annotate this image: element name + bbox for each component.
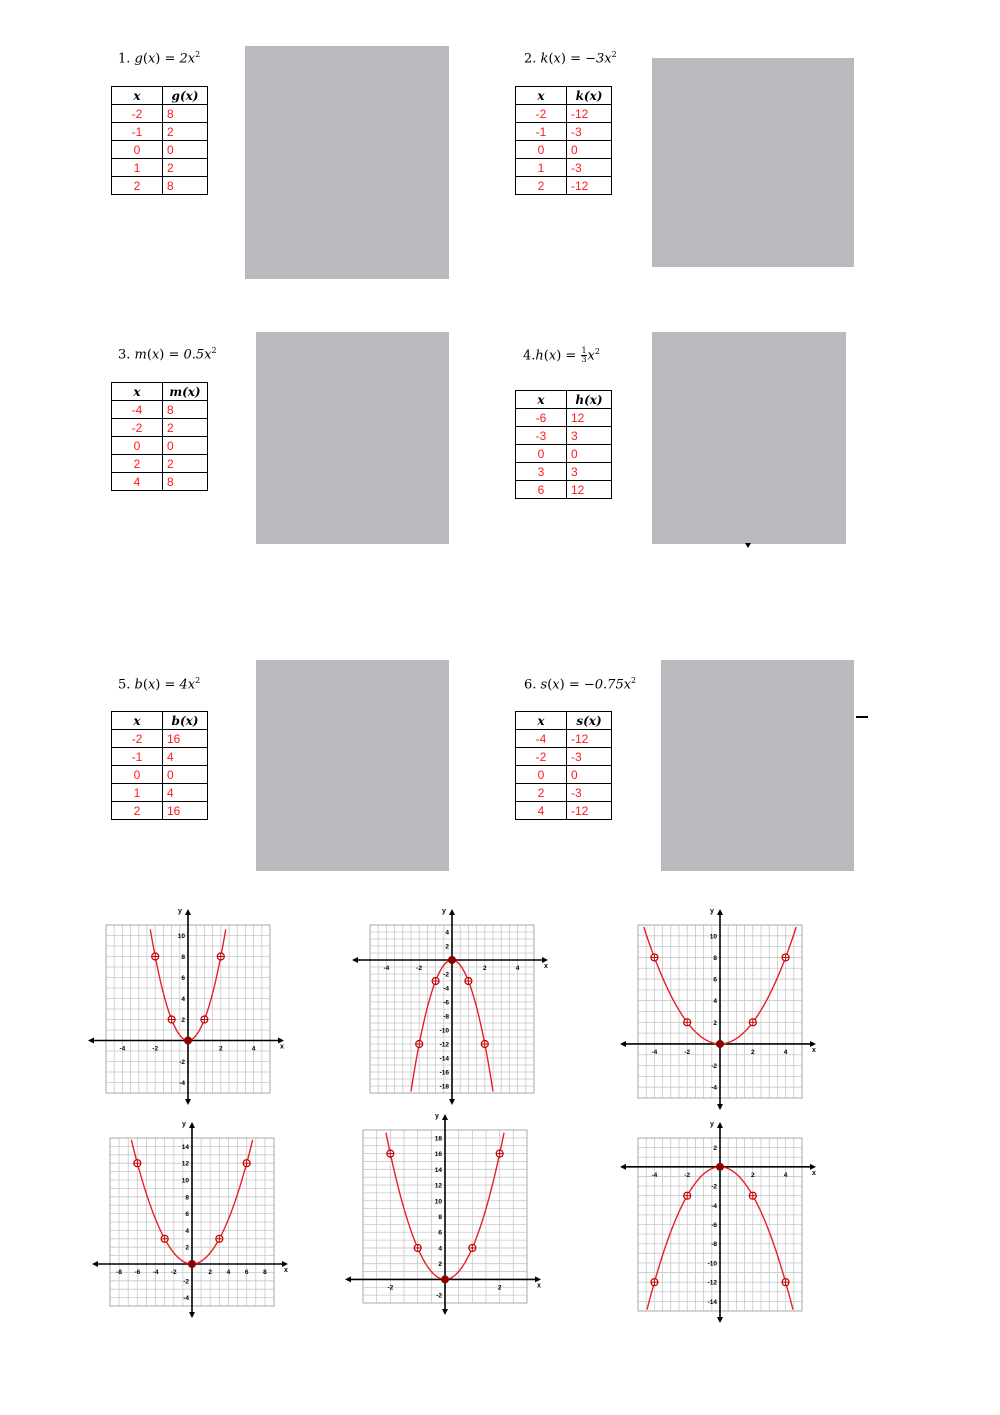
table-cell: -12 [567,105,612,123]
y-header: g(x) [163,87,208,105]
data-point [782,954,789,961]
graph-6 [620,1118,820,1323]
table-cell: 8 [163,177,208,195]
data-point [684,1019,691,1026]
table-cell: 2 [516,784,567,802]
table-cell: -4 [112,401,163,419]
data-point [651,1279,658,1286]
data-point [168,1016,175,1023]
y-header: b(x) [163,712,208,730]
x-axis-arrow [345,1276,351,1282]
y-tick-label: 12 [434,1182,442,1190]
y-tick-label: -18 [439,1083,449,1091]
y-tick-label: 12 [181,1160,189,1168]
y-tick-label: -2 [443,971,449,979]
y-tick-label: -4 [443,985,449,993]
vertex-point [448,956,456,964]
table-cell: -3 [567,123,612,141]
y-axis-arrow [717,1104,723,1110]
table-cell: 0 [567,445,612,463]
y-axis-label: y [710,908,714,915]
axes [345,1113,541,1315]
y-axis-label: y [710,1121,714,1128]
x-tick-label: -4 [119,1045,126,1053]
stray-arrow-mark [745,543,751,548]
axes [92,1121,288,1318]
y-axis-arrow [717,1122,723,1128]
table-cell: 8 [163,105,208,123]
y-tick-label: -10 [439,1027,449,1035]
y-axis-arrow [189,1122,195,1128]
table-cell: -2 [112,105,163,123]
x-tick-label: 2 [208,1269,213,1276]
table-cell: 0 [516,445,567,463]
table-cell: 0 [163,141,208,159]
y-tick-label: 2 [185,1244,189,1252]
table-cell: 1 [516,159,567,177]
y-tick-label: -2 [711,1063,717,1071]
x-tick-label: 4 [226,1269,231,1276]
y-axis-arrow [185,909,191,915]
problem-2-table [515,86,612,195]
x-axis-label: x [544,963,548,970]
data-point [432,978,439,985]
y-tick-label: 10 [181,1177,189,1185]
table-cell: 4 [163,784,208,802]
axes [88,908,284,1105]
table-cell: 4 [112,473,163,491]
table-cell: 0 [112,766,163,784]
x-axis-label: x [284,1267,288,1274]
y-axis-arrow [717,1317,723,1323]
y-tick-label: -4 [183,1295,189,1303]
x-tick-label: 6 [244,1269,249,1276]
x-header: x [516,87,567,105]
y-axis-arrow [442,1309,448,1315]
x-header: x [112,383,163,401]
data-point [387,1150,394,1157]
x-tick-label: 2 [482,965,487,972]
problem-5-title: 5. $b(x) = 4x^2$ [118,676,201,693]
y-tick-label: 2 [713,1145,717,1153]
answer-box-1 [245,46,449,279]
y-tick-label: 6 [438,1229,442,1237]
y-tick-label: -14 [439,1055,449,1063]
y-axis-arrow [185,1099,191,1105]
data-point [749,1192,756,1199]
x-tick-label: -4 [651,1171,658,1179]
table-cell: 0 [163,437,208,455]
problem-5-table [111,711,208,820]
x-axis-label: x [812,1046,816,1054]
vertex-point [716,1163,724,1171]
table-cell: -3 [567,748,612,766]
table-cell: 2 [163,123,208,141]
x-header: x [112,87,163,105]
y-tick-label: 2 [445,943,449,951]
y-axis-label: y [182,1121,186,1128]
y-tick-label: -2 [436,1292,442,1300]
x-tick-label: -2 [416,965,423,972]
y-tick-label: -6 [711,1222,717,1229]
x-tick-label: -6 [134,1269,141,1276]
y-tick-label: -6 [443,999,449,1007]
vertex-point [716,1040,724,1048]
y-tick-label: 4 [185,1227,189,1235]
stray-axis-mark [856,716,868,718]
table-cell: 12 [567,481,612,499]
data-point [134,1160,141,1167]
answer-box-3 [256,332,449,544]
y-header: h(x) [567,391,612,409]
data-point [416,1041,423,1048]
x-axis-label: x [280,1043,284,1051]
table-cell: 1 [112,784,163,802]
table-cell: 2 [516,177,567,195]
table-cell: -3 [567,784,612,802]
x-tick-label: -4 [383,965,390,972]
data-point [217,953,224,960]
problem-3-title: 3. $m(x) = 0.5x^2$ [118,346,217,363]
graph-4 [92,1118,292,1318]
table-cell: -2 [516,105,567,123]
table-cell: -4 [516,730,567,748]
y-axis-arrow [189,1312,195,1318]
y-header: k(x) [567,87,612,105]
graph-2 [352,905,552,1105]
x-tick-label: 4 [783,1171,788,1179]
y-tick-label: 2 [438,1261,442,1269]
y-tick-label: 16 [434,1151,442,1159]
table-cell: -12 [567,730,612,748]
table-cell: -12 [567,177,612,195]
axes [620,908,816,1110]
y-axis-arrow [717,909,723,915]
data-point [152,953,159,960]
y-header: m(x) [163,383,208,401]
table-cell: -3 [567,159,612,177]
y-tick-label: -10 [707,1260,717,1268]
table-cell: 0 [112,437,163,455]
y-tick-label: 4 [445,929,449,937]
data-point [481,1041,488,1048]
data-point [496,1150,503,1157]
table-cell: 0 [516,141,567,159]
x-tick-label: -2 [684,1171,691,1179]
table-cell: 4 [516,802,567,820]
y-tick-label: 6 [181,975,185,982]
table-cell: 16 [163,802,208,820]
x-axis-label: x [812,1169,816,1177]
x-tick-label: 4 [783,1048,788,1056]
vertex-point [188,1260,196,1268]
data-point [469,1244,476,1251]
graph-1 [88,905,288,1105]
table-cell: 2 [112,177,163,195]
data-point [201,1016,208,1023]
y-tick-label: -4 [711,1084,717,1092]
x-tick-label: -2 [387,1284,394,1292]
table-cell: 1 [112,159,163,177]
y-tick-label: 6 [185,1211,189,1219]
x-tick-label: -4 [651,1048,658,1056]
table-cell: 3 [567,427,612,445]
vertex-point [441,1275,449,1283]
x-tick-label: -2 [684,1048,691,1056]
y-tick-label: -4 [179,1080,185,1087]
table-cell: 0 [567,766,612,784]
x-axis-label: x [537,1282,541,1290]
y-tick-label: -8 [711,1241,717,1249]
y-axis-label: y [442,908,446,915]
problem-3-table [111,382,208,491]
table-cell: 2 [163,419,208,437]
x-axis-arrow [88,1038,94,1044]
table-cell: -1 [112,123,163,141]
graph-5 [345,1110,545,1315]
y-tick-label: 10 [709,933,717,941]
data-point [782,1279,789,1286]
data-point [749,1019,756,1026]
x-tick-label: -2 [170,1269,177,1276]
table-cell: 12 [567,409,612,427]
y-tick-label: 4 [438,1245,442,1253]
data-point [243,1160,250,1167]
y-tick-label: -8 [443,1013,449,1021]
table-cell: 4 [163,748,208,766]
problem-1-table [111,86,208,195]
problem-4-table [515,390,612,499]
table-cell: 3 [516,463,567,481]
table-cell: -2 [112,730,163,748]
table-cell: -12 [567,802,612,820]
table-cell: 2 [112,802,163,820]
x-tick-label: 8 [263,1269,267,1276]
x-tick-label: 2 [750,1048,755,1056]
x-tick-label: 2 [750,1171,755,1179]
table-cell: -2 [112,419,163,437]
y-tick-label: 14 [181,1143,189,1151]
y-tick-label: 8 [713,954,717,962]
table-cell: 16 [163,730,208,748]
y-tick-label: -12 [707,1279,717,1287]
y-axis-label: y [435,1113,439,1120]
x-tick-label: 2 [497,1284,502,1292]
table-cell: 2 [163,455,208,473]
problem-1-title: 1. $g(x) = 2x^2$ [118,50,201,67]
axes [620,1121,816,1323]
y-tick-label: 8 [438,1214,442,1221]
data-point [414,1244,421,1251]
x-tick-label: 4 [251,1045,256,1053]
x-tick-label: -2 [152,1045,159,1053]
y-tick-label: 18 [434,1135,442,1143]
table-cell: -1 [516,123,567,141]
x-tick-label: -8 [116,1269,123,1276]
y-tick-label: 8 [185,1194,189,1202]
data-point [465,978,472,985]
problem-2-title: 2. $k(x) = -3x^2$ [524,50,617,67]
table-cell: 3 [567,463,612,481]
table-cell: 0 [112,141,163,159]
problem-4-title: 4.h(x) = $\frac{1}{3}$ $x^2$ [523,346,600,365]
y-tick-label: 2 [713,1019,717,1027]
table-cell: 8 [163,473,208,491]
table-cell: 2 [112,455,163,473]
table-cell: 2 [163,159,208,177]
x-header: x [112,712,163,730]
axes [352,908,548,1105]
y-tick-label: 4 [181,996,185,1003]
y-tick-label: -2 [711,1183,717,1191]
y-axis-arrow [449,909,455,915]
table-cell: 8 [163,401,208,419]
graph-3 [620,905,820,1110]
answer-box-4 [652,332,846,544]
x-axis-arrow [352,957,358,963]
x-header: x [516,712,567,730]
data-point [161,1235,168,1242]
table-cell: -1 [112,748,163,766]
data-point [684,1192,691,1199]
table-cell: -6 [516,409,567,427]
x-header: x [516,391,567,409]
y-tick-label: 6 [713,976,717,984]
y-tick-label: 10 [434,1198,442,1206]
x-axis-arrow [620,1041,626,1047]
y-tick-label: -2 [183,1278,189,1286]
y-axis-arrow [442,1114,448,1120]
y-tick-label: -4 [711,1202,717,1210]
y-tick-label: 8 [181,954,185,961]
vertex-point [184,1037,192,1045]
answer-box-5 [256,660,449,871]
x-axis-arrow [620,1164,626,1170]
data-point [216,1235,223,1242]
x-axis-arrow [92,1261,98,1267]
y-tick-label: -14 [707,1298,717,1306]
y-header: s(x) [567,712,612,730]
table-cell: 6 [516,481,567,499]
table-cell: 0 [163,766,208,784]
x-tick-label: -4 [152,1269,159,1276]
y-tick-label: 2 [181,1017,185,1024]
y-axis-label: y [178,908,182,915]
problem-6-table [515,711,612,820]
table-cell: 0 [516,766,567,784]
y-axis-arrow [449,1099,455,1105]
x-tick-label: 4 [515,965,520,972]
problem-6-title: 6. $s(x) = -0.75x^2$ [524,676,637,693]
y-tick-label: -2 [179,1059,185,1066]
answer-box-2 [652,58,854,267]
y-tick-label: 10 [177,933,185,940]
y-tick-label: -16 [439,1069,449,1077]
table-cell: 0 [567,141,612,159]
table-cell: -3 [516,427,567,445]
table-cell: -2 [516,748,567,766]
y-tick-label: -12 [439,1041,449,1049]
answer-box-6 [661,660,854,871]
y-tick-label: 14 [434,1166,442,1174]
x-tick-label: 2 [218,1045,223,1053]
data-point [651,954,658,961]
y-tick-label: 4 [713,998,717,1006]
